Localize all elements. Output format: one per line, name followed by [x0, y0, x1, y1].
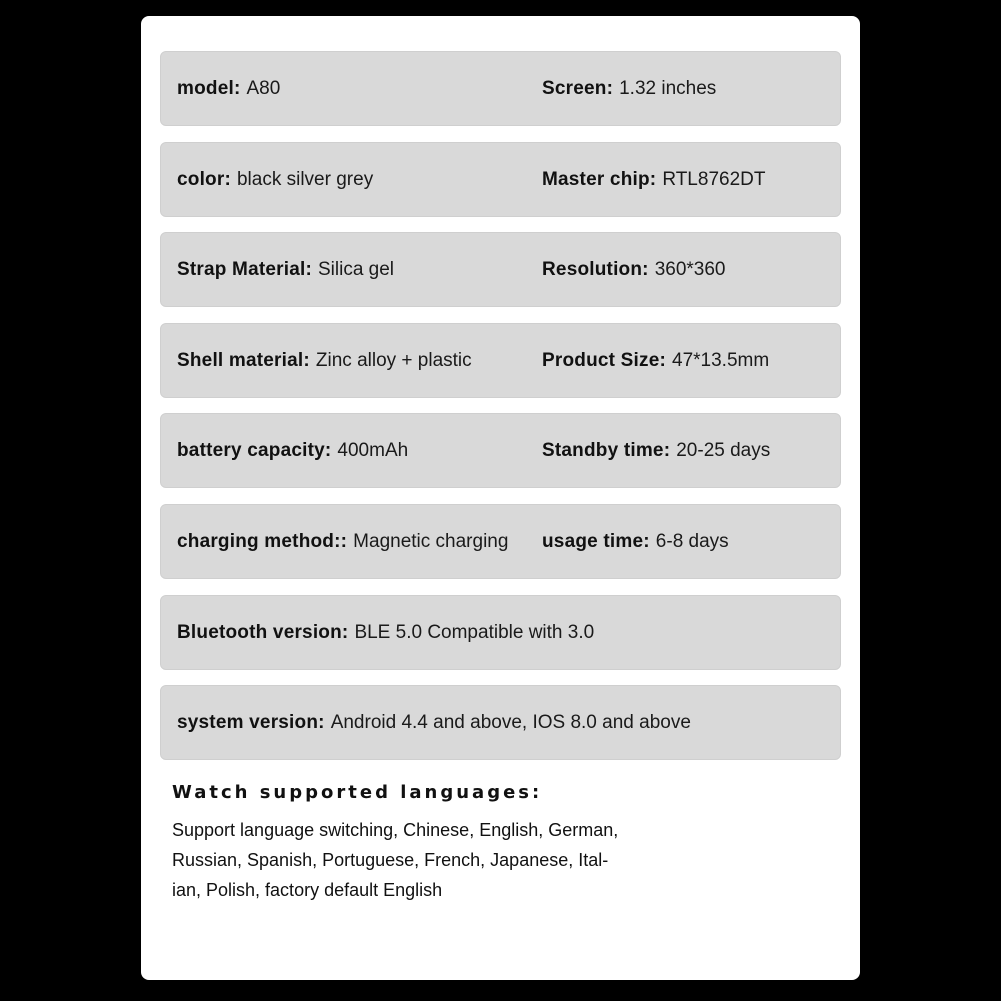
- languages-description: [172, 815, 652, 905]
- spec-label-battery-capacity: battery capacity:: [177, 439, 332, 461]
- languages-line: Russian, Spanish, Portuguese, French, Japanese, Ital-: [172, 850, 609, 870]
- spec-value-charging-method: Magnetic charging: [353, 530, 509, 552]
- spec-row-model-screen: [160, 51, 841, 126]
- spec-label-usage-time: usage time:: [542, 530, 650, 552]
- spec-label-charging-method: charging method::: [177, 530, 348, 552]
- spec-label-system-version: system version:: [177, 711, 325, 733]
- languages-line: Support language switching, Chinese, English, German,: [172, 820, 619, 840]
- spec-value-bluetooth-version: BLE 5.0 Compatible with 3.0: [354, 621, 595, 643]
- spec-value-resolution: 360*360: [654, 258, 726, 280]
- spec-label-master-chip: Master chip:: [542, 168, 657, 190]
- spec-value-product-size: 47*13.5mm: [672, 349, 770, 371]
- spec-label-color: color:: [177, 168, 231, 190]
- spec-row-system: [160, 685, 841, 760]
- spec-label-model: model:: [177, 77, 241, 99]
- spec-value-standby-time: 20-25 days: [676, 439, 771, 461]
- spec-label-strap-material: Strap Material:: [177, 258, 312, 280]
- spec-value-system-version: Android 4.4 and above, IOS 8.0 and above: [330, 711, 691, 733]
- spec-value-model: A80: [246, 77, 281, 99]
- spec-card: [141, 16, 860, 980]
- spec-value-master-chip: RTL8762DT: [662, 168, 766, 190]
- spec-value-shell-material: Zinc alloy + plastic: [315, 349, 472, 371]
- spec-value-usage-time: 6-8 days: [655, 530, 729, 552]
- spec-row-shell-size: [160, 323, 841, 398]
- spec-value-battery-capacity: 400mAh: [337, 439, 409, 461]
- spec-row-bluetooth: [160, 595, 841, 670]
- spec-row-color-chip: [160, 142, 841, 217]
- spec-label-resolution: Resolution:: [542, 258, 649, 280]
- spec-label-screen: Screen:: [542, 77, 614, 99]
- spec-value-strap-material: Silica gel: [317, 258, 395, 280]
- languages-line: ian, Polish, factory default English: [172, 880, 443, 900]
- spec-row-battery-standby: [160, 413, 841, 488]
- languages-heading: Watch supported languages:: [172, 782, 543, 803]
- spec-label-shell-material: Shell material:: [177, 349, 310, 371]
- spec-label-standby-time: Standby time:: [542, 439, 671, 461]
- spec-value-color: black silver grey: [236, 168, 374, 190]
- spec-label-product-size: Product Size:: [542, 349, 667, 371]
- spec-label-bluetooth-version: Bluetooth version:: [177, 621, 349, 643]
- spec-row-charging-usage: [160, 504, 841, 579]
- spec-row-strap-resolution: [160, 232, 841, 307]
- spec-value-screen: 1.32 inches: [619, 77, 717, 99]
